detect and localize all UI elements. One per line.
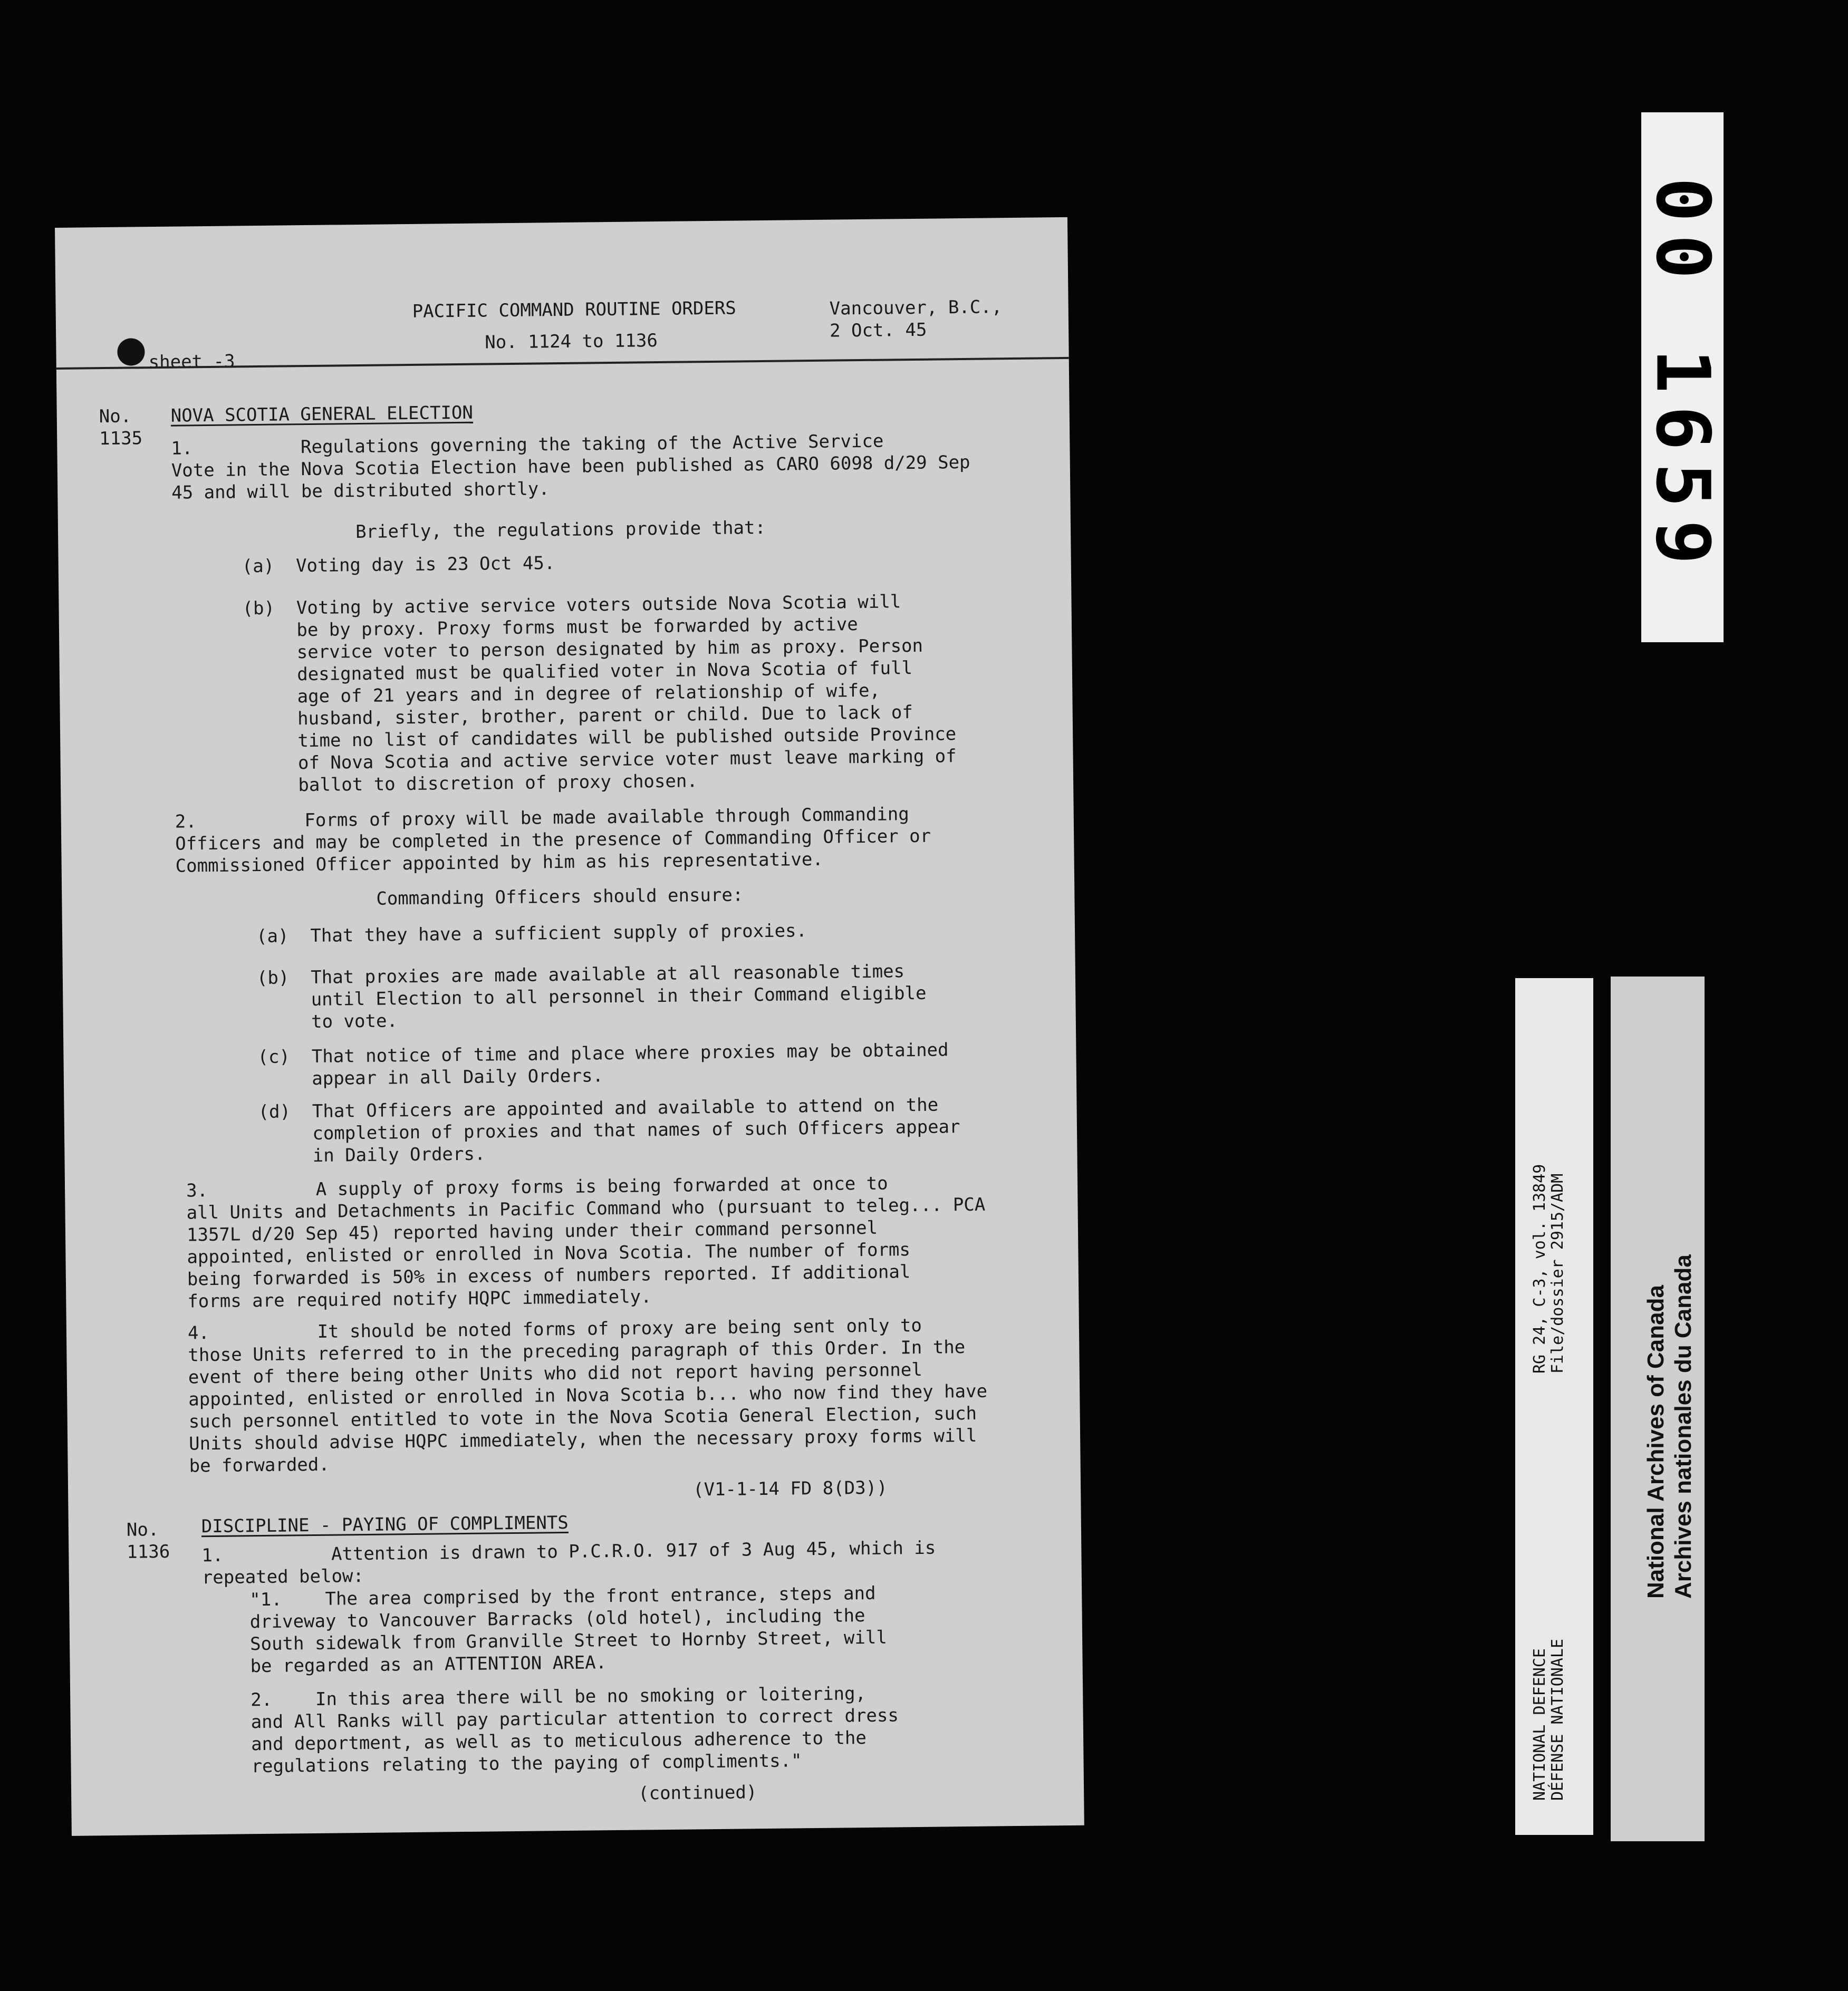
paragraph-1: 1. Regulations governing the taking of the Active Service Vote in the Nova Scotia Election have been published as CARO 6098 d/29 Sep 45 and will be distributed shortly. [171,430,970,504]
ensure-intro: Commanding Officers should ensure: [376,884,744,910]
document-page [55,217,1084,1836]
discipline-paragraph-1: 1. Attention is drawn to P.C.R.O. 917 of 3 Aug 45, which is repeated below: [201,1537,936,1589]
item-proxy-voting: (b) Voting by active service voters outside Nova Scotia will be by proxy. Proxy forms must be forwarded by active service voter to person designated by him as proxy. Person designated must be qualified voter in Nova Scotia of full age of 21 years and in degree of relationship of wife, husband, sister, brother, parent or child. Due to lack of time no list of candidates will be published outside Province of Nova Scotia and active service voter must leave marking of ballot to discretion of proxy chosen. [242,591,957,797]
heading-discipline: DISCIPLINE - PAYING OF COMPLIMENTS [201,1512,569,1538]
archive-reference: RG 24, C-3, vol. 13849 File/dossier 2915/ADM [1531,1164,1567,1374]
order-numbers: No. 1124 to 1136 [485,330,658,353]
item-availability: (b) That proxies are made available at all reasonable times until Election to all personnel in their Command eligible to vote. [256,961,927,1033]
frame-number-strip [1641,112,1724,642]
continued-note: (continued) [638,1782,757,1804]
regulations-intro: Briefly, the regulations provide that: [355,517,766,543]
quoted-conduct: 2. In this area there will be no smoking or loitering, and All Ranks will pay particular attention to correct dress and deportment, as well as to meticulous adherence to the regulations relating to the paying of compliments." [251,1683,899,1777]
department-label [1515,978,1593,1835]
paragraph-4: 4. It should be noted forms of proxy are being sent only to those Units referred to in the preceding paragraph of this Order. In the event of there being other Units who did not report having personnel appointed, enlisted or enrolled in Nova Scotia b... who now find they have such personnel entitled to vote in the Nova Scotia General Election, such Units should advise HQPC immediately, when the necessary proxy forms will be forwarded. [187,1315,988,1477]
order-number-1135: No. 1135 [99,405,143,450]
place: Vancouver, B.C., [829,296,1003,320]
heading-nova-scotia-election: NOVA SCOTIA GENERAL ELECTION [170,402,474,427]
paragraph-2: 2. Forms of proxy will be made available through Commanding Officers and may be completed in the presence of Commanding Officer or Commissioned Officer appointed by him as his representative. [175,804,931,877]
frame-number: 00 1659 [1639,177,1726,577]
file-reference: (V1-1-14 FD 8(D3)) [692,1477,888,1501]
order-number-1136: No. 1136 [126,1519,170,1563]
item-supply: (a) That they have a sufficient supply of proxies. [256,920,807,948]
department-name: NATIONAL DEFENCE DÉFENSE NATIONALE [1531,1638,1567,1801]
archives-label [1611,977,1705,1841]
punch-hole [117,338,145,366]
date: 2 Oct. 45 [829,319,927,342]
item-officers: (d) That Officers are appointed and available to attend on the completion of proxies and that names of such Officers appear in Daily Orders. [258,1094,960,1167]
sheet-number: sheet -3 [148,351,235,373]
archives-name: National Archives of Canada Archives nationales du Canada [1643,1254,1696,1599]
document-title: PACIFIC COMMAND ROUTINE ORDERS [412,297,736,322]
quoted-attention-area: "1. The area comprised by the front entrance, steps and driveway to Vancouver Barracks (old hotel), including the South sidewalk from Granville Street to Hornby Street, will be regarded as an ATTENTION AREA. [249,1582,888,1677]
item-notice: (c) That notice of time and place where proxies may be obtained appear in all Daily Orders. [257,1039,949,1090]
paragraph-3: 3. A supply of proxy forms is being forwarded at once to all Units and Detachments in Pacific Command who (pursuant to teleg... PCA 1357L d/20 Sep 45) reported having under their command personnel appointed, enlisted or enrolled in Nova Scotia. The number of forms being forwarded is 50% in excess of numbers reported. If additional forms are required notify HQPC immediately. [186,1173,986,1312]
item-voting-day: (a) Voting day is 23 Oct 45. [242,553,555,577]
